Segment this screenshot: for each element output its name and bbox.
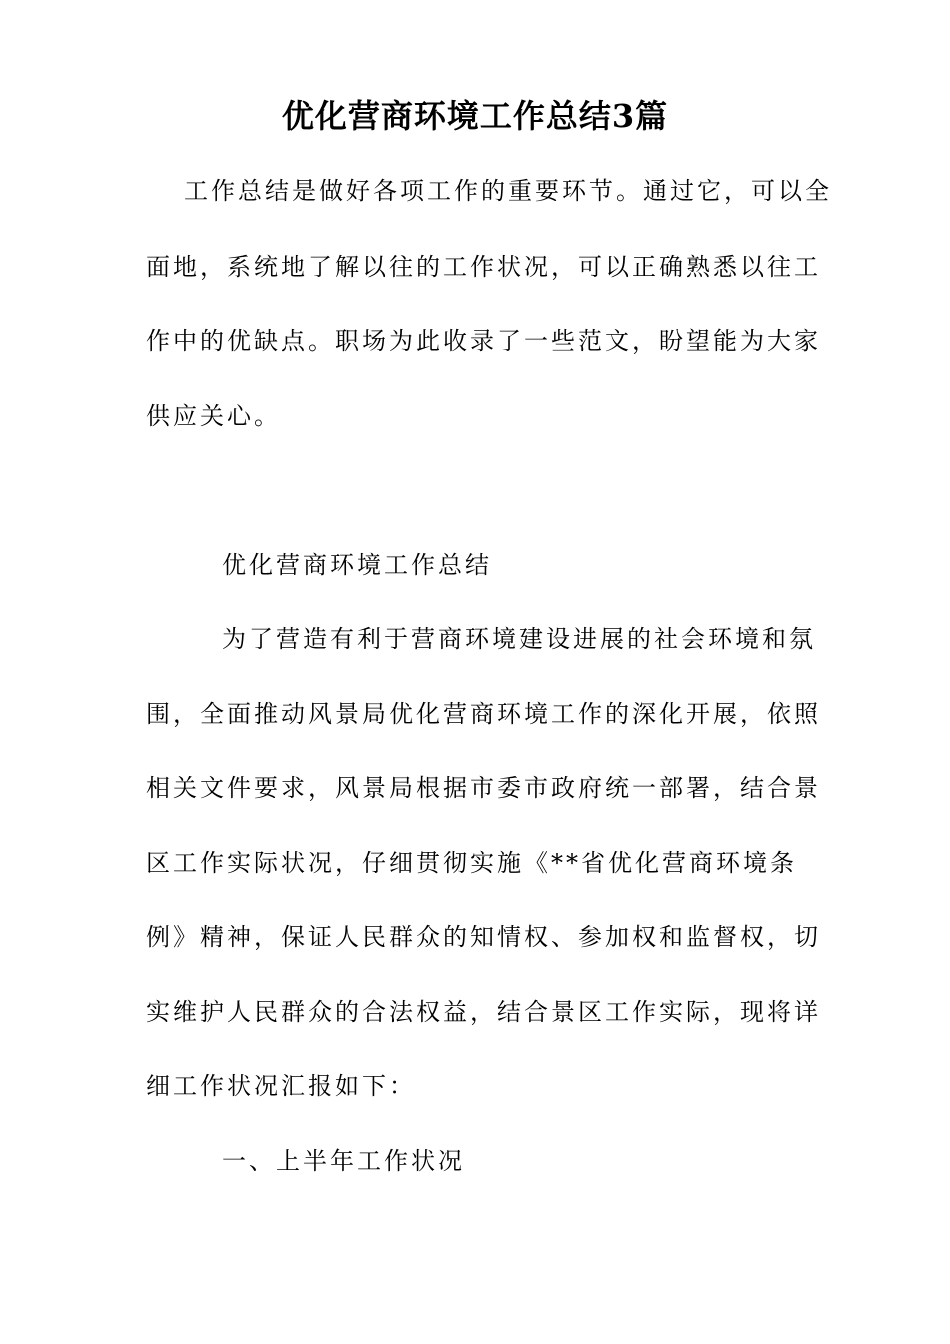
body-line-7: 细工作状况汇报如下： [146,1072,416,1100]
intro-line-3: 作中的优缺点。职场为此收录了一些范文，盼望能为大家 [146,327,821,355]
intro-line-1: 工作总结是做好各项工作的重要环节。通过它，可以全 [184,177,832,205]
intro-line-4: 供应关心。 [146,402,281,430]
body-line-1: 为了营造有利于营商环境建设进展的社会环境和氛 [222,625,816,653]
subheading: 一、上半年工作状况 [222,1147,465,1175]
body-line-3: 相关文件要求，风景局根据市委市政府统一部署，结合景 [146,774,821,802]
body-line-5: 例》精神，保证人民群众的知情权、参加权和监督权，切 [146,923,821,951]
section-title: 优化营商环境工作总结 [222,551,492,579]
intro-line-2: 面地，系统地了解以往的工作状况，可以正确熟悉以往工 [146,253,821,281]
document-title: 优化营商环境工作总结3篇 [281,97,669,135]
body-line-4: 区工作实际状况，仔细贯彻实施《**省优化营商环境条 [146,849,797,877]
body-line-6: 实维护人民群众的合法权益，结合景区工作实际，现将详 [146,998,821,1026]
body-line-2: 围，全面推动风景局优化营商环境工作的深化开展，依照 [146,700,821,728]
